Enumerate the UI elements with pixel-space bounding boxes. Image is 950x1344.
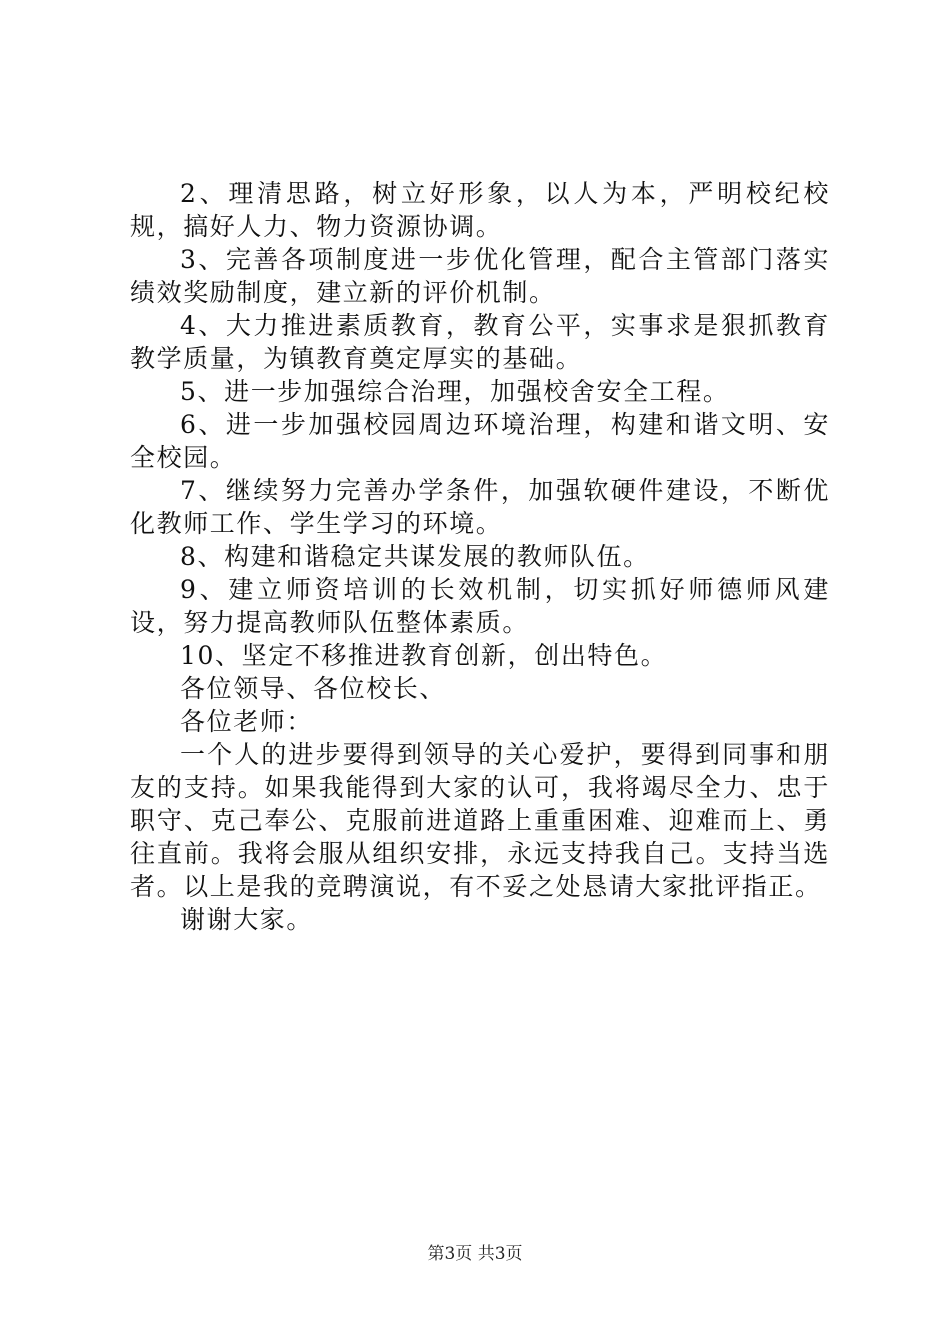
paragraph-item-3: 3、完善各项制度进一步优化管理，配合主管部门落实绩效奖励制度，建立新的评价机制。	[130, 245, 830, 307]
paragraph-item-9: 9、建立师资培训的长效机制，切实抓好师德师风建设，努力提高教师队伍整体素质。	[130, 575, 830, 637]
paragraph-item-4: 4、大力推进素质教育，教育公平，实事求是狠抓教育教学质量，为镇教育奠定厚实的基础。	[130, 311, 830, 373]
salutation-leaders: 各位领导、各位校长、	[180, 674, 447, 703]
paragraph-item-10: 10、坚定不移推进教育创新，创出特色。	[180, 641, 668, 670]
page-number-footer: 第3页 共3页	[427, 1244, 523, 1264]
paragraph-item-2: 2、理清思路，树立好形象，以人为本，严明校纪校规，搞好人力、物力资源协调。	[130, 179, 830, 241]
paragraph-item-7: 7、继续努力完善办学条件，加强软硬件建设，不断优化教师工作、学生学习的环境。	[130, 476, 830, 538]
paragraph-item-5: 5、进一步加强综合治理，加强校舍安全工程。	[180, 377, 730, 406]
document-body	[130, 177, 830, 936]
thanks-line: 谢谢大家。	[180, 905, 314, 934]
paragraph-item-6: 6、进一步加强校园周边环境治理，构建和谐文明、安全校园。	[130, 410, 830, 472]
salutation-teachers: 各位老师：	[180, 707, 314, 736]
closing-paragraph: 一个人的进步要得到领导的关心爱护，要得到同事和朋友的支持。如果我能得到大家的认可，我将竭尽全力、忠于职守、克己奉公、克服前进道路上重重困难、迎难而上、勇往直前。我将会服从组织安排，永远支持我自己。支持当选者。以上是我的竞聘演说，有不妥之处恳请大家批评指正。	[130, 740, 830, 901]
paragraph-item-8: 8、构建和谐稳定共谋发展的教师队伍。	[180, 542, 650, 571]
